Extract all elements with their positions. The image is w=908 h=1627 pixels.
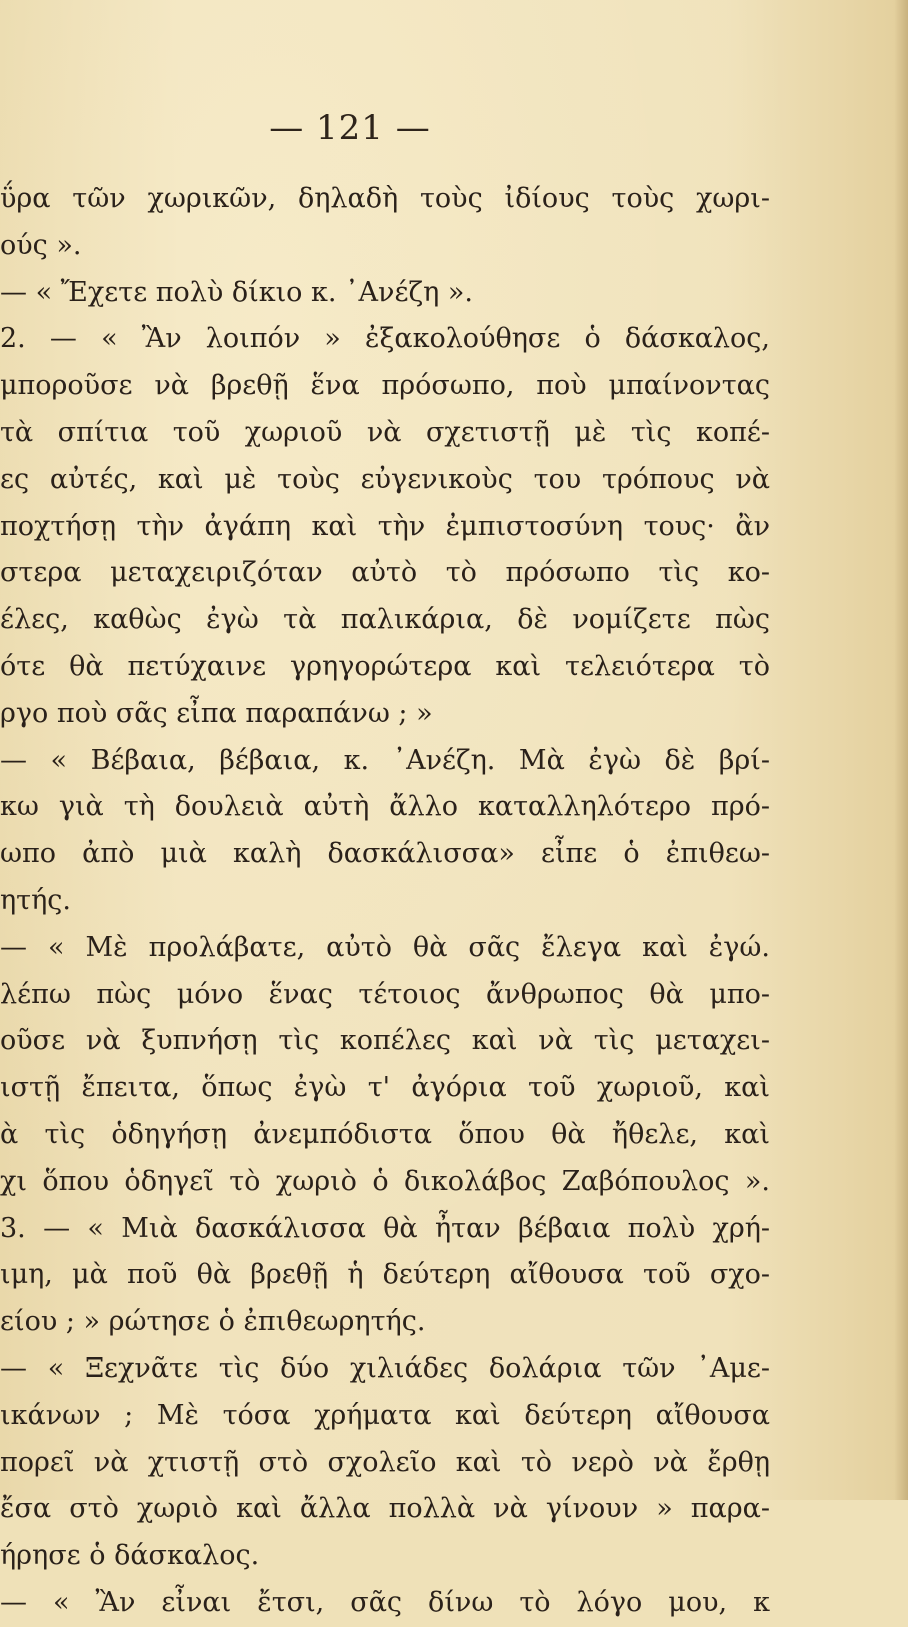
text-line: ούς ». — [0, 229, 82, 261]
text-line: — « Ξεχνᾶτε τὶς δύο χιλιάδες δολάρια τῶν ᾿Αμε- — [0, 1352, 770, 1384]
text-line: ητής. — [0, 884, 71, 916]
page-edge-shadow — [894, 0, 908, 1500]
text-line: πορεῖ νὰ χτιστῇ στὸ σχολεῖο καὶ τὸ νερὸ νὰ ἔρθῃ — [0, 1446, 770, 1478]
text-line: ες αὐτές, καὶ μὲ τοὺς εὐγενικοὺς του τρόπους νὰ — [0, 463, 770, 495]
text-line: — « Βέβαια, βέβαια, κ. ᾿Ανέζη. Μὰ ἐγὼ δὲ βρί- — [0, 744, 770, 776]
text-line: ργο ποὺ σᾶς εἶπα παραπάνω ; » — [0, 697, 433, 729]
text-line: ποχτήσῃ τὴν ἀγάπη καὶ τὴν ἐμπιστοσύνη τους· ἂν — [0, 510, 770, 542]
text-line: — « Μὲ προλάβατε, αὐτὸ θὰ σᾶς ἔλεγα καὶ ἐγώ. — [0, 931, 770, 963]
page-number: — 121 — — [269, 108, 431, 148]
text-line: ιμη, μὰ ποῦ θὰ βρεθῇ ἡ δεύτερη αἴθουσα τοῦ σχο- — [0, 1259, 770, 1291]
body-text — [0, 176, 770, 1627]
text-line: ικάνων ; Μὲ τόσα χρήματα καὶ δεύτερη αἴθουσα — [0, 1399, 770, 1431]
text-line: είου ; » ρώτησε ὁ ἐπιθεωρητής. — [0, 1306, 426, 1338]
text-line: τὰ σπίτια τοῦ χωριοῦ νὰ σχετιστῇ μὲ τὶς κοπέ- — [0, 416, 770, 448]
text-line: ήρησε ὁ δάσκαλος. — [0, 1540, 260, 1572]
text-line: 3. — « Μιὰ δασκάλισσα θὰ ἦταν βέβαια πολὺ χρή- — [0, 1212, 770, 1244]
text-line: ἔσα στὸ χωριὸ καὶ ἄλλα πολλὰ νὰ γίνουν » παρα- — [0, 1493, 770, 1525]
text-line: στερα μεταχειριζόταν αὐτὸ τὸ πρόσωπο τὶς κο- — [0, 557, 770, 589]
text-line: 2. — « Ἂν λοιπόν » ἐξακολούθησε ὁ δάσκαλος, — [0, 323, 770, 355]
text-line: μποροῦσε νὰ βρεθῇ ἕνα πρόσωπο, ποὺ μπαίνοντας — [0, 370, 770, 402]
text-line: — « Ἂν εἶναι ἔτσι, σᾶς δίνω τὸ λόγο μου, κ — [0, 1586, 770, 1618]
text-line: — « Ἔχετε πολὺ δίκιο κ. ᾿Ανέζη ». — [0, 276, 473, 308]
text-line: ΰρα τῶν χωρικῶν, δηλαδὴ τοὺς ἰδίους τοὺς χωρι- — [0, 183, 770, 214]
text-line: ιστῇ ἔπειτα, ὅπως ἐγὼ τ' ἀγόρια τοῦ χωριοῦ, καὶ — [0, 1072, 770, 1104]
text-line: κω γιὰ τὴ δουλειὰ αὐτὴ ἄλλο καταλληλότερο πρό- — [0, 791, 770, 823]
text-line: έλες, καθὼς ἐγὼ τὰ παλικάρια, δὲ νομίζετε πὼς — [0, 604, 770, 636]
text-line: χι ὅπου ὁδηγεῖ τὸ χωριὸ ὁ δικολάβος Ζαβόπουλος ». — [0, 1165, 770, 1197]
text-line: λέπω πὼς μόνο ἕνας τέτοιος ἄνθρωπος θὰ μπο- — [0, 978, 770, 1010]
text-line: ωπο ἀπὸ μιὰ καλὴ δασκάλισσα» εἶπε ὁ ἐπιθεω- — [0, 838, 770, 870]
text-line: οῦσε νὰ ξυπνήσῃ τὶς κοπέλες καὶ νὰ τὶς μεταχει- — [0, 1025, 770, 1057]
text-line: ὰ τὶς ὁδηγήσῃ ἀνεμπόδιστα ὅπου θὰ ἤθελε, καὶ — [0, 1118, 770, 1150]
text-line: ότε θὰ πετύχαινε γρηγορώτερα καὶ τελειότερα τὸ — [0, 650, 770, 682]
